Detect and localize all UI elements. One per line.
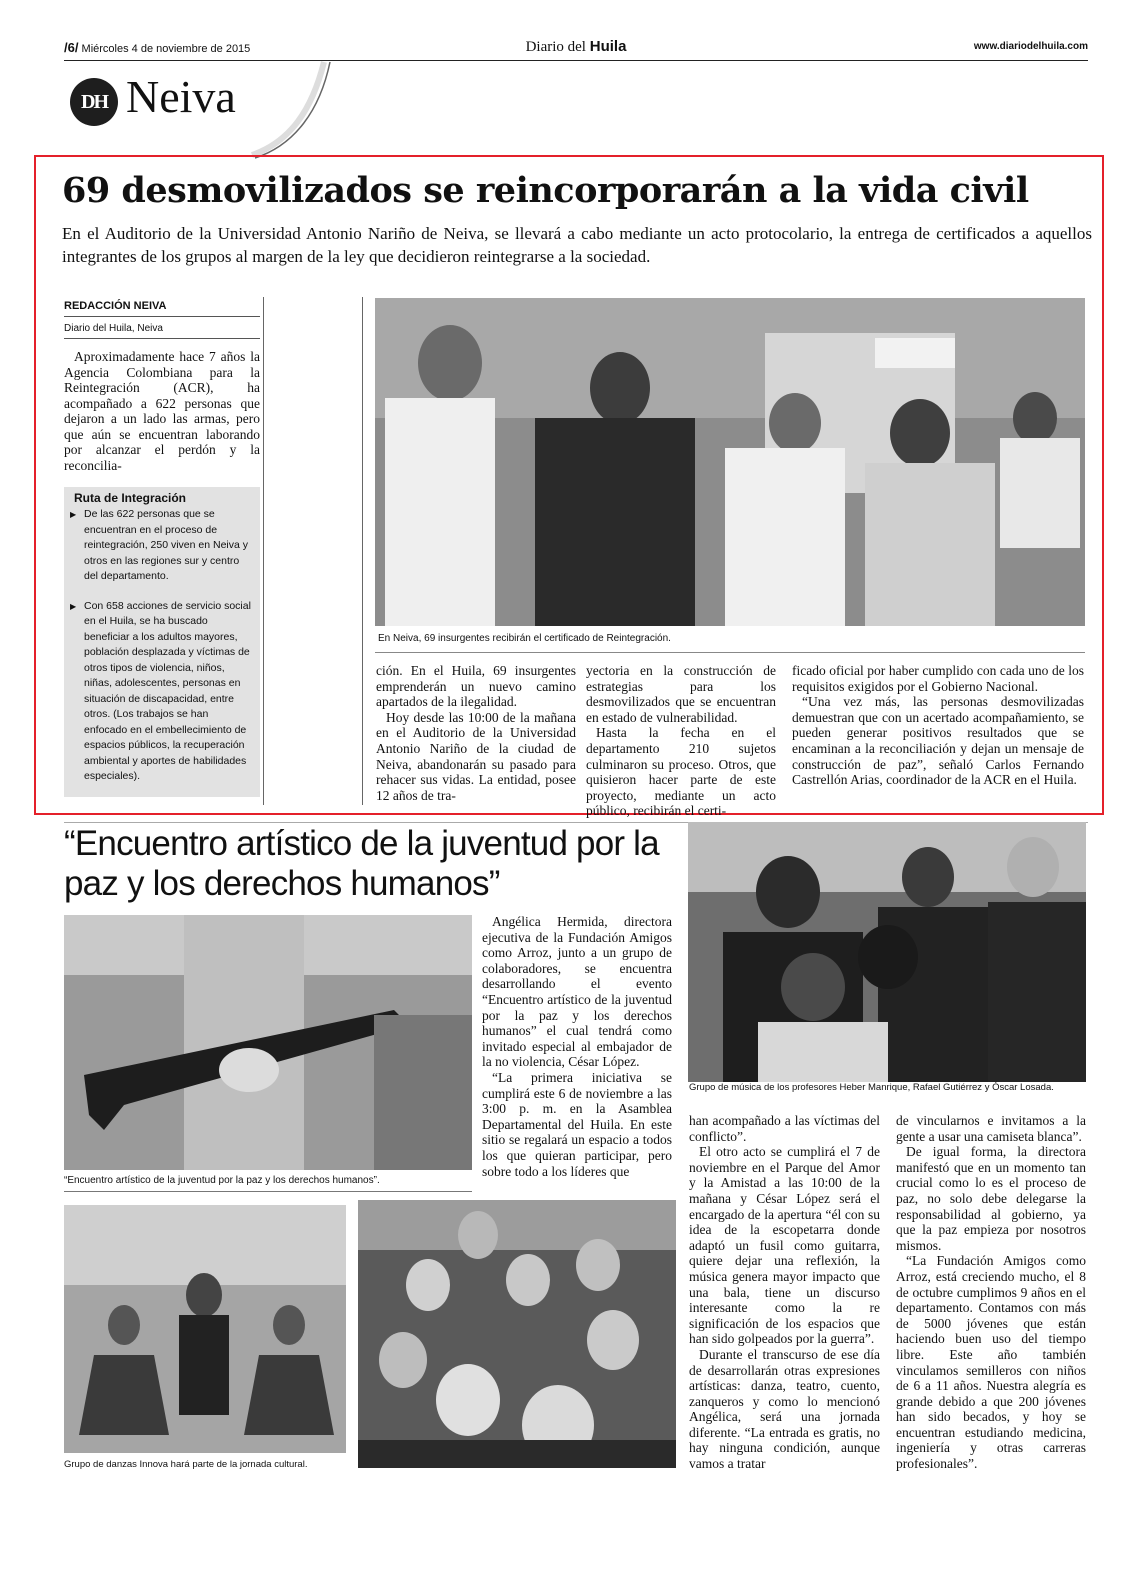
paragraph: yectoria en la construcción de estrategias para los desmovilizados que se encuentran en estado de vulnerabilidad.: [586, 663, 776, 725]
byline-place: Diario del Huila, Neiva: [64, 317, 260, 339]
story1-column-1: [376, 663, 576, 803]
ceremony-photo-caption: En Neiva, 69 insurgentes recibirán el certificado de Reintegración.: [378, 633, 671, 644]
guitar-photo: [64, 915, 472, 1170]
masthead-bold: Huila: [589, 38, 627, 55]
decorative-swoosh: [250, 60, 340, 160]
story1-column-2: [586, 663, 776, 819]
page-header: [64, 38, 1088, 60]
masthead-prefix: Diario del: [525, 39, 590, 55]
band-photo: [688, 822, 1086, 1082]
info-box-item: ▶ Con 658 acciones de servicio social en el Huila, se ha buscado beneficiar a los adultos mayores, población desplazada y víctimas de otros tipos de violencia, niños, niñas, adolescentes, personas en situación de discapacidad, entre otros. (Los trabajos se han enfocado en el embellecimiento de espacios públicos, la recuperación ambiental y aportes de habilidades especiales).: [70, 599, 254, 785]
caption-rule: [375, 652, 1085, 653]
paragraph: “Una vez más, las personas desmovilizadas demuestran que con un acertado acompañamiento, se pueden generar positivos resultados que se encaminan a la reconciliación y dejan un mensaje de construcción de paz”, señaló Carlos Fernando Castrellón Arias, coordinador de la ACR en el Huila.: [792, 694, 1084, 788]
issue-date: Miércoles 4 de noviembre de 2015: [81, 43, 251, 55]
paragraph: ción. En el Huila, 69 insurgentes emprenderán un nuevo camino apartados de la ilegalidad.: [376, 663, 576, 710]
story2-column-2: [689, 1113, 880, 1472]
paragraph: han acompañado a las víctimas del conflicto”.: [689, 1113, 880, 1144]
paragraph: Angélica Hermida, directora ejecutiva de la Fundación Amigos como Arroz, junto a un grupo de colaboradores, se encuentra desarrollando el evento “Encuentro artístico de la juventud por la paz y los derechos humanos” el cual tendrá como invitado especial al embajador de la no violencia, César López.: [482, 914, 672, 1070]
info-box-title: Ruta de Integración: [74, 491, 187, 505]
youth-group-photo: [358, 1200, 676, 1468]
section-title: Neiva: [126, 71, 236, 122]
paragraph: de vincularnos e invitamos a la gente a usar una camiseta blanca”.: [896, 1113, 1086, 1144]
ceremony-photo: [375, 298, 1085, 626]
paragraph: De igual forma, la directora manifestó que en un momento tan crucial como lo es el proceso de paz, no solo debe delegarse la responsabilidad al gobierno, ya que la paz empieza por nosotros mismos.: [896, 1144, 1086, 1253]
paragraph: Hasta la fecha en el departamento 210 sujetos culminaron su proceso. Otros, que quisieron hacer parte de este proyecto, mediante un acto público, recibirán el certi-: [586, 725, 776, 819]
dance-photo: [64, 1205, 346, 1453]
column-rule: [362, 297, 363, 805]
story2-headline: “Encuentro artístico de la juventud por la paz y los derechos humanos”: [64, 824, 659, 903]
website-link[interactable]: www.diariodelhuila.com: [973, 41, 1088, 52]
paragraph: ficado oficial por haber cumplido con cada uno de los requisitos exigidos por el Gobierno Nacional.: [792, 663, 1084, 694]
paragraph: Hoy desde las 10:00 de la mañana en el Auditorio de la Universidad Antonio Nariño de la ciudad de Neiva, abandonarán su pasado para rehacer sus vidas. La entidad, posee 12 años de tra-: [376, 709, 576, 803]
page-number: /6/: [64, 40, 79, 55]
story1-headline: 69 desmovilizados se reincorporarán a la vida civil: [62, 170, 1029, 211]
story1-sidebar: [64, 300, 260, 797]
masthead: [64, 38, 1088, 56]
caption-rule: [64, 1191, 472, 1192]
story1-dek: En el Auditorio de la Universidad Antonio Nariño de Neiva, se llevará a cabo mediante un acto protocolario, la entrega de certificados a aquellos integrantes de los grupos al margen de la ley que decidieron reintegrarse a la sociedad.: [62, 224, 1092, 266]
band-photo-caption: Grupo de música de los profesores Heber Manrique, Rafael Gutiérrez y Óscar Losada.: [689, 1082, 1054, 1093]
paragraph: “La primera iniciativa se cumplirá este 6 de noviembre a las 3:00 p. m. en la Asamblea Departamental del Huila. En este sitio se regalará un espacio a todos los que quieran participar, pero sobre todo a los líderes que: [482, 1069, 672, 1179]
header-rule: [64, 60, 1088, 61]
guitar-photo-caption: “Encuentro artístico de la juventud por la paz y los derechos humanos”.: [64, 1175, 380, 1186]
info-box-item: ▶ De las 622 personas que se encuentran en el proceso de reintegración, 250 viven en Neiva y otros en las regiones sur y centro del departamento.: [70, 507, 254, 585]
info-box: [64, 487, 260, 797]
story2-column-1: [482, 914, 672, 1179]
story1-column-3: [792, 663, 1084, 788]
paragraph: El otro acto se cumplirá el 7 de noviembre en el Parque del Amor y la Amistad a las 10:00 de la mañana y César López será el encargado de la apertura “él con su idea de la escopetarra donde adaptó un fusil como guitarra, quiere dejar una reflexión, la música genera mayor impacto que una bala, tiene un discurso interesante como la re significación de los espacios que han sido golpeados por la guerra”.: [689, 1144, 880, 1347]
byline: REDACCIÓN NEIVA: [64, 300, 260, 317]
story2-column-3: [896, 1113, 1086, 1472]
dh-logo: DH: [70, 78, 118, 126]
paragraph: Durante el transcurso de ese día de desarrollarán otras expresiones artísticas: danza, teatro, cuento, zanqueros y como lo mencionó Angélica, será una jornada diferente. “La entrada es gratis, no hay ninguna condición, aunque vamos a tratar: [689, 1346, 880, 1472]
dance-photo-caption: Grupo de danzas Innova hará parte de la jornada cultural.: [64, 1459, 308, 1470]
paragraph: “La Fundación Amigos como Arroz, está creciendo mucho, el 8 de octubre cumplimos 9 años en el departamento. Contamos con más de 5000 jóvenes que están haciendo buen uso del tiempo libre. Este año también vinculamos semilleros con niños de 6 a 11 años. Nuestra alegría es grande debido a que 200 jóvenes han sido becados, y hoy se encuentran estudiando medicina, ingeniería y otras carreras profesionales”.: [896, 1253, 1086, 1472]
column-rule: [263, 297, 264, 805]
story1-lead: Aproximadamente hace 7 años la Agencia Colombiana para la Reintegración (ACR), ha acompañado a 622 personas que dejaron a un lado las armas, pero que aún se encuentran laborando por alcanzar el perdón y la reconcilia-: [64, 349, 260, 473]
